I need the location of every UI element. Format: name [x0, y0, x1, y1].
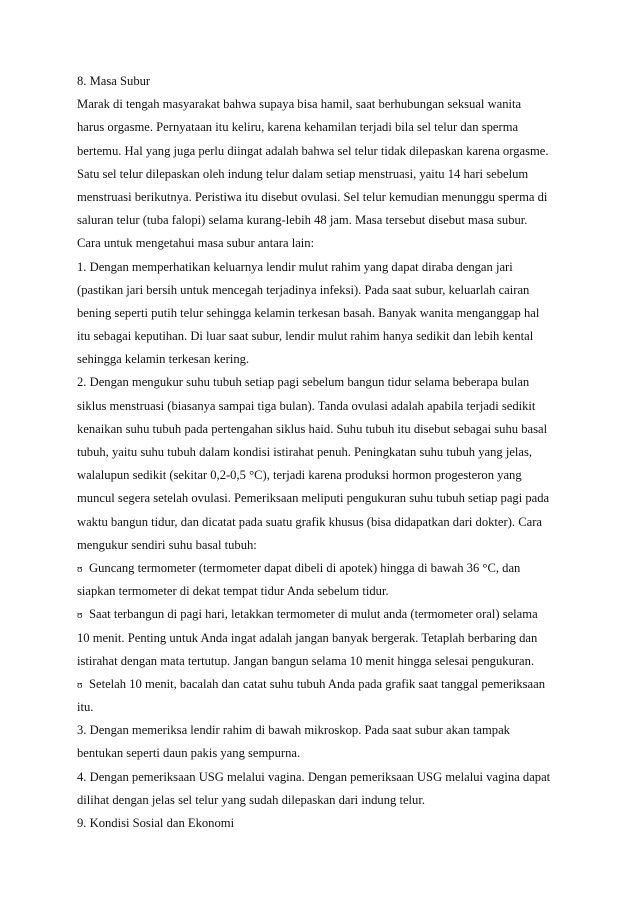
section-heading-kondisi-sosial: 9. Kondisi Sosial dan Ekonomi	[77, 816, 235, 830]
text-line: walalupun sedikit (sekitar 0,2-0,5 °C), terjadi karena produksi hormon progesteron yang	[77, 468, 522, 483]
text-line: harus orgasme. Pernyataan itu keliru, karena kehamilan terjadi bila sel telur dan sperma	[77, 120, 519, 135]
bullet-icon: ʊ	[77, 679, 83, 691]
text-line: Cara untuk mengetahui masa subur antara lain:	[77, 236, 315, 251]
text-line: 4. Dengan pemeriksaan USG melalui vagina. Dengan pemeriksaan USG melalui vagina dapat	[77, 769, 551, 784]
text-line: kenaikan suhu tubuh pada pertengahan siklus haid. Suhu tubuh itu disebut sebagai suhu basal	[77, 421, 548, 436]
text-line: itu sebagai keputihan. Di luar saat subur, lendir mulut rahim hanya sedikit dan lebih kental	[77, 329, 534, 344]
text-line: waktu bangun tidur, dan dicatat pada suatu grafik khusus (bisa didapatkan dari dokter). Cara	[77, 514, 542, 529]
text-line: bertemu. Hal yang juga perlu diingat adalah bahwa sel telur tidak dilepaskan karena orgasme.	[77, 143, 549, 158]
text-line: 10 menit. Penting untuk Anda ingat adalah jangan banyak bergerak. Tetaplah berbaring dan	[77, 630, 538, 645]
bullet-icon: ʊ	[77, 563, 83, 575]
text-line: siklus menstruasi (biasanya sampai tiga bulan). Tanda ovulasi adalah apabila terjadi sedikit	[77, 398, 536, 413]
text-line: istirahat dengan mata tertutup. Jangan bangun selama 10 menit hingga selesai pengukuran.	[77, 653, 535, 668]
text-line: Satu sel telur dilepaskan oleh indung telur dalam setiap menstruasi, yaitu 14 hari sebelum	[77, 166, 529, 181]
text-line: bentukan seperti daun pakis yang sempurna.	[77, 746, 301, 761]
text-line: (pastikan jari bersih untuk mencegah terjadinya infeksi). Pada saat subur, keluarlah cairan	[77, 282, 530, 297]
bullet-text: Guncang termometer (termometer dapat dibeli di apotek) hingga di bawah 36 °C, dan	[89, 560, 521, 575]
text-line: mengukur sendiri suhu basal tubuh:	[77, 537, 257, 552]
text-line: 2. Dengan mengukur suhu tubuh setiap pagi sebelum bangun tidur selama beberapa bulan	[77, 375, 530, 390]
bullet-text: Saat terbangun di pagi hari, letakkan termometer di mulut anda (termometer oral) selama	[89, 607, 538, 622]
text-line: dilihat dengan jelas sel telur yang sudah dilepaskan dari indung telur.	[77, 792, 425, 807]
section-heading-masa-subur: 8. Masa Subur	[77, 74, 151, 88]
bullet-line	[77, 557, 577, 580]
bullet-line	[77, 603, 577, 626]
text-line: itu.	[77, 700, 94, 715]
text-line: sehingga kelamin terkesan kering.	[77, 352, 250, 367]
document-text	[77, 70, 577, 835]
bullet-text: Setelah 10 menit, bacalah dan catat suhu tubuh Anda pada grafik saat tanggal pemeriksaan	[89, 676, 546, 691]
text-line: siapkan termometer di dekat tempat tidur Anda sebelum tidur.	[77, 584, 389, 599]
text-line: menstruasi berikutnya. Peristiwa itu disebut ovulasi. Sel telur kemudian menunggu sperma di	[77, 189, 548, 204]
bullet-icon: ʊ	[77, 610, 83, 622]
text-line: 1. Dengan memperhatikan keluarnya lendir mulut rahim yang dapat diraba dengan jari	[77, 259, 513, 274]
text-line: tubuh, yaitu suhu tubuh dalam kondisi istirahat penuh. Peningkatan suhu tubuh yang jelas,	[77, 445, 533, 459]
text-line: muncul segera setelah ovulasi. Pemeriksaan meliputi pengukuran suhu tubuh setiap pagi pada	[77, 491, 550, 506]
text-line: Marak di tengah masyarakat bahwa supaya bisa hamil, saat berhubungan seksual wanita	[77, 97, 522, 112]
bullet-line	[77, 673, 577, 696]
text-line: bening seperti putih telur sehingga kelamin terkesan basah. Banyak wanita menganggap hal	[77, 305, 540, 320]
text-line: saluran telur (tuba falopi) selama kurang-lebih 48 jam. Masa tersebut disebut masa subur.	[77, 213, 528, 228]
text-line: 3. Dengan memeriksa lendir rahim di bawah mikroskop. Pada saat subur akan tampak	[77, 723, 510, 738]
